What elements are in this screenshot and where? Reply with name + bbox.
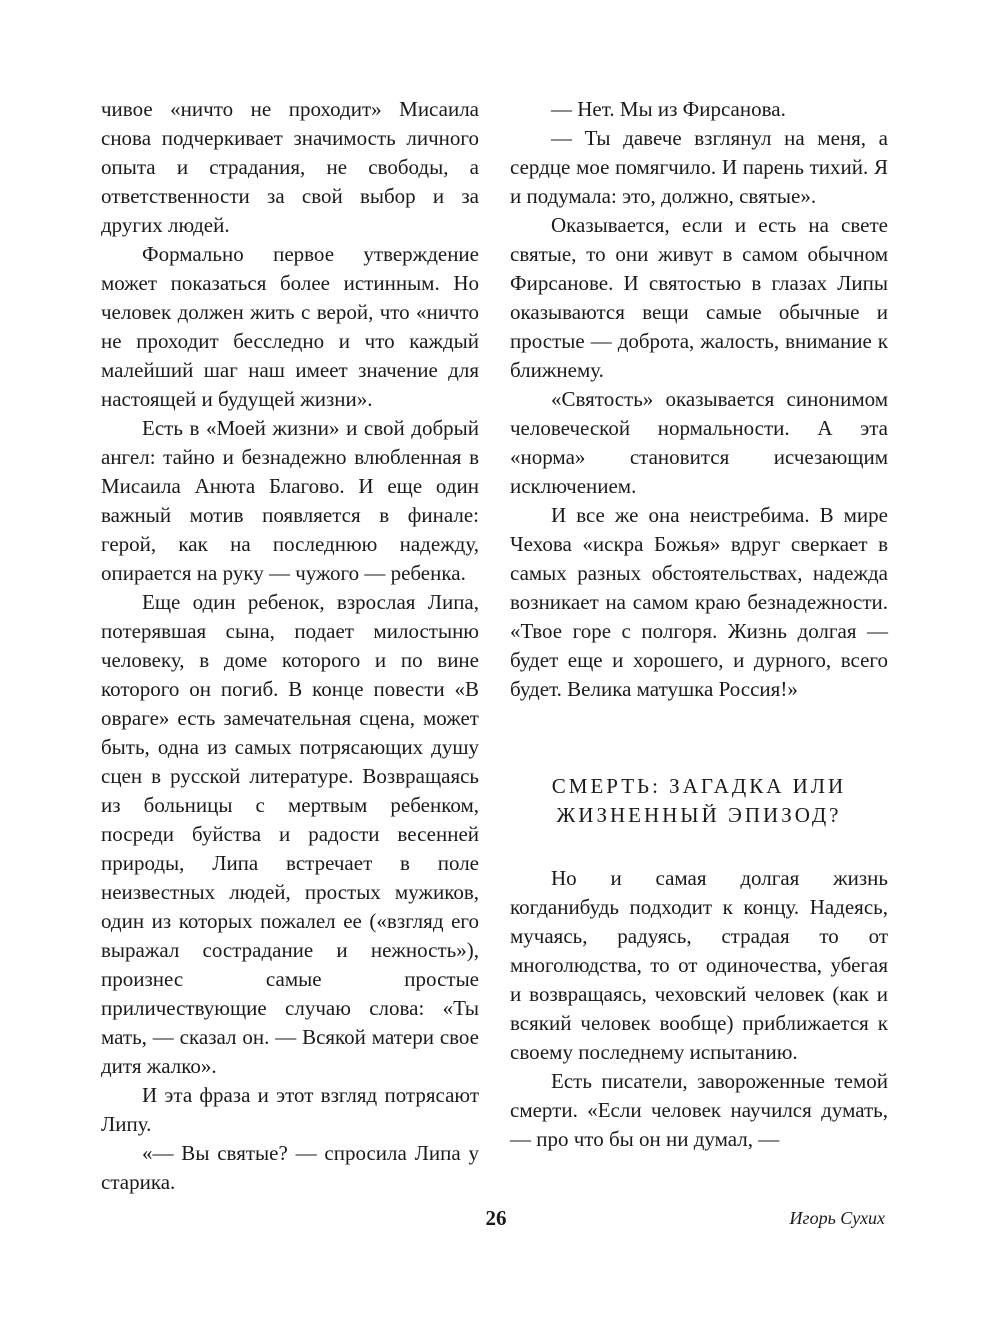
paragraph: «— Вы святые? — спросила Липа у старика. [101,1141,479,1194]
section-heading [510,772,888,830]
page-number: 26 [485,1206,507,1230]
section-heading-line: СМЕРТЬ: ЗАГАДКА ИЛИ [551,774,847,798]
paragraph: Но и самая долгая жизнь когданибудь подходит к концу. Надеясь, мучаясь, радуясь, страдая то от многолюдства, то от одиночества, убегая и возвращаясь, чеховский человек (как и всякий человек вообще) приближается к своему последнему испытанию. [510,866,888,1064]
paragraph: И все же она неистребима. В мире Чехова «искра Божья» вдруг сверкает в самых разных обстоятельствах, надежда возникает на самом краю безнадежности. «Твое горе с полгоря. Жизнь долгая — будет еще и хорошего, и дурного, всего будет. Велика матушка Россия!» [510,503,888,701]
paragraph: — Ты давече взглянул на меня, а сердце мое помягчило. И парень тихий. Я и подумала: это, должно, святые». [510,126,888,208]
paragraph: «Святость» оказывается синонимом человеческой нормальности. А эта «норма» становится исчезающим исключением. [510,387,888,498]
paragraph: Есть в «Моей жизни» и свой добрый ангел: тайно и безнадежно влюбленная в Мисаила Анюта Благово. И еще один важный мотив появляется в финале: герой, как на последнюю надежду, опирается на руку — чужого — ребенка. [101,416,479,585]
paragraph: Оказывается, если и есть на свете святые, то они живут в самом обычном Фирсанове. И святостью в глазах Липы оказываются вещи самые обычные и простые — доброта, жалость, внимание к ближнему. [510,213,888,382]
right-column [510,95,888,1154]
paragraph: Еще один ребенок, взрослая Липа, потерявшая сына, подает милостыню человеку, в доме которого и по вине которого он погиб. В конце повести «В овраге» есть замечательная сцена, может быть, одна из самых потрясающих душу сцен в русской литературе. Возвращаясь из больницы с мертвым ребенком, посреди буйства и радости весенней природы, Липа встречает в поле неизвестных людей, простых мужиков, один из которых пожалел ее («взгляд его выражал сострадание и нежность»), произнес самые простые приличествующие случаю слова: «Ты мать, — сказал он. — Всякой матери свое дитя жалко». [101,590,479,1078]
section-heading-line: ЖИЗНЕННЫЙ ЭПИЗОД? [556,803,842,827]
paragraph: Формально первое утверждение может показаться более истинным. Но человек должен жить с верой, что «ничто не проходит бесследно и что каждый малейший шаг наш имеет значение для настоящей и будущей жизни». [101,242,479,411]
left-column [101,95,479,1197]
paragraph: И эта фраза и этот взгляд потрясают Липу. [101,1083,479,1136]
paragraph: Есть писатели, завороженные темой смерти. «Если человек научился думать, — про что бы он ни думал, — [510,1069,888,1151]
paragraph: — Нет. Мы из Фирсанова. [551,97,786,121]
running-footer-author: Игорь Сухих [789,1208,885,1228]
paragraph: чивое «ничто не проходит» Мисаила снова подчеркивает значимость личного опыта и страдания, не свободы, а ответственности за свой выбор и за других людей. [101,97,479,237]
